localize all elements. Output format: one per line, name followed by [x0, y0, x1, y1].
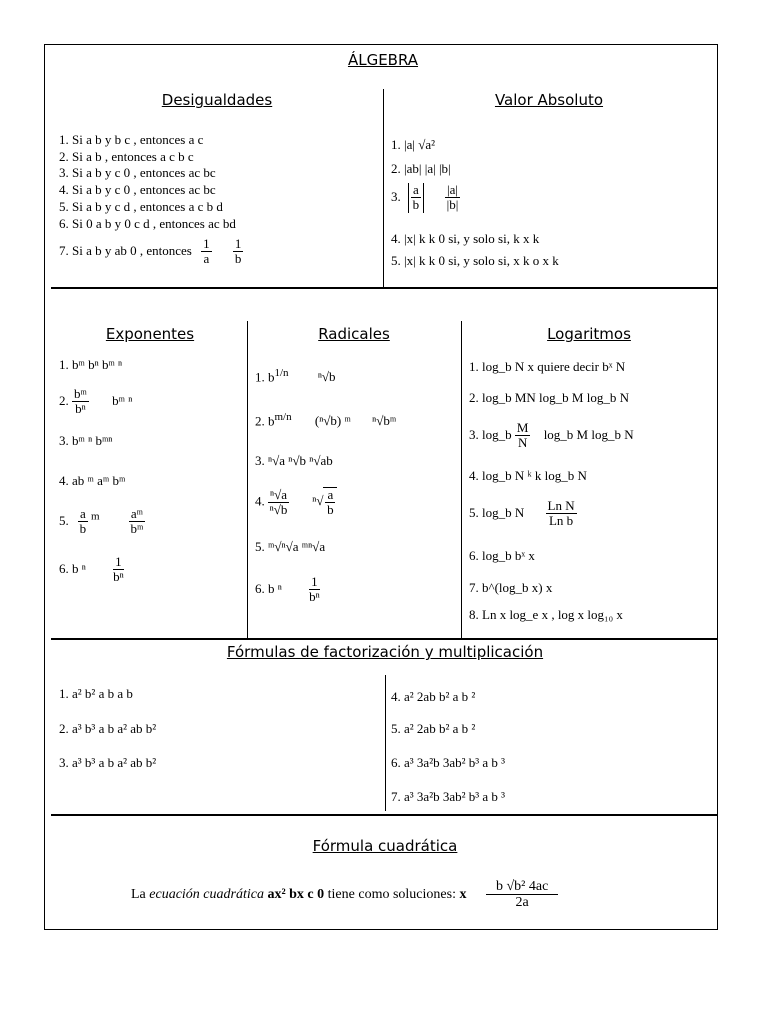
radical-2: [255, 411, 396, 429]
desigualdad-6: 6. Si 0 a b y 0 c d , entonces ac bd: [59, 216, 236, 231]
exponente-1: 1. bᵐ bⁿ bᵐ ⁿ: [59, 357, 123, 372]
fraction-1-over-bn-radical: $\frac{1}{\text{bⁿ}}$: [309, 574, 320, 605]
factorizacion-1: 1. a² b² a b a b: [59, 686, 133, 701]
exponente-3: 3. bᵐ ⁿ bᵐⁿ: [59, 433, 113, 448]
cuadratica-var: x: [459, 887, 467, 903]
heading-exponentes: Exponentes: [105, 325, 195, 343]
fraction-lnn-over-lnb: $\frac{\text{Ln N}}{\text{Ln b}}$: [547, 498, 575, 529]
fraction-bm-over-bn: $\frac{\text{bᵐ}}{\text{bⁿ}}$: [74, 386, 87, 417]
valor-absoluto-3-num: 3.: [391, 188, 401, 204]
fraction-1-over-bn: $\frac{1}{\text{bⁿ}}$: [113, 554, 124, 585]
radical-2-exp: m/n: [274, 411, 292, 423]
cuadratica-middle: tiene como soluciones:: [327, 887, 456, 903]
fraction-abs-a-over-abs-b: $\frac{|a|}{|b|}$: [446, 182, 459, 213]
heading-desigualdades: Desigualdades: [161, 91, 273, 109]
logaritmo-3-lhs: 3. log_b: [469, 426, 512, 442]
logaritmo-3-rhs: log_b M log_b N: [543, 426, 634, 442]
heading-cuadratica: Fórmula cuadrática: [312, 837, 458, 855]
divider-vertical-rad: [461, 321, 462, 639]
heading-factorizacion: Fórmulas de factorización y multiplicación: [226, 643, 544, 661]
radical-6: [255, 575, 320, 605]
valor-absoluto-1: 1. |a| √a²: [391, 137, 436, 152]
logaritmo-1: 1. log_b N x quiere decir bˣ N: [469, 359, 626, 374]
heading-radicales: Radicales: [318, 325, 390, 343]
exponente-6: [59, 555, 124, 585]
desigualdad-1: 1. Si a b y b c , entonces a c: [59, 132, 204, 147]
divider-horizontal-2: [51, 638, 717, 640]
factorizacion-4: 4. a² 2ab b² a b ²: [391, 689, 476, 704]
divider-vertical-exp: [247, 321, 248, 639]
valor-absoluto-5: 5. |x| k k 0 si, y solo si, x k o x k: [391, 253, 559, 268]
radical-4: [255, 487, 337, 518]
fraction-a-over-b-root: $\frac{a}{b}$: [323, 487, 337, 518]
radical-1-exp: 1/n: [274, 367, 289, 379]
divider-horizontal-3: [51, 814, 717, 816]
radical-6-lhs: 6. b ⁿ: [255, 580, 282, 596]
exponent-m: m: [91, 510, 100, 523]
radical-2-mid: (ⁿ√b) ᵐ: [314, 413, 351, 429]
exponente-5-num: 5.: [59, 512, 69, 528]
page-title: ÁLGEBRA: [347, 51, 419, 69]
fraction-1-over-a: $\frac{1}{a}$: [203, 236, 210, 267]
radical-4-root-sign: ⁿ√: [312, 493, 324, 509]
radical-4-num: 4.: [255, 493, 265, 509]
fraction-m-over-n: $\frac{M}{N}$: [516, 420, 529, 451]
desigualdad-7: [59, 237, 243, 267]
exponente-6-lhs: 6. b ⁿ: [59, 560, 86, 576]
divider-vertical-fact: [385, 675, 386, 811]
formula-sheet: [44, 44, 718, 930]
desigualdad-4: 4. Si a b y c 0 , entonces ac bc: [59, 182, 216, 197]
fraction-1-over-b: $\frac{1}{b}$: [234, 236, 242, 267]
logaritmo-2: 2. log_b MN log_b M log_b N: [469, 390, 629, 405]
exponente-5: [59, 507, 145, 537]
fraction-am-over-bm: $\frac{\text{aᵐ}}{\text{bᵐ}}$: [130, 506, 144, 537]
logaritmo-5-lhs: 5. log_b N: [469, 504, 525, 520]
logaritmo-4: 4. log_b N ᵏ k log_b N: [469, 468, 587, 483]
logaritmo-8: 8. Ln x log_e x , log x log₁₀ x: [469, 607, 623, 622]
logaritmo-5: [469, 499, 577, 529]
radical-5: 5. ᵐ√ⁿ√a ᵐⁿ√a: [255, 539, 326, 554]
radical-2-rhs: ⁿ√bᵐ: [372, 413, 397, 429]
fraction-quadratic-solution: $\frac{\text{b √b² 4ac}}{2a}$: [486, 879, 558, 911]
cuadratica-equation: ax² bx c 0: [267, 887, 325, 903]
radical-2-lhs: 2. b: [255, 413, 275, 429]
valor-absoluto-3: [391, 183, 460, 213]
factorizacion-2: 2. a³ b³ a b a² ab b²: [59, 721, 157, 736]
logaritmo-6: 6. log_b bˣ x: [469, 548, 535, 563]
factorizacion-6: 6. a³ 3a²b 3ab² b³ a b ³: [391, 755, 506, 770]
radical-1-lhs: 1. b: [255, 369, 275, 385]
valor-absoluto-2: 2. |ab| |a| |b|: [391, 161, 451, 176]
desigualdad-3: 3. Si a b y c 0 , entonces ac bc: [59, 165, 216, 180]
heading-valor-absoluto: Valor Absoluto: [494, 91, 604, 109]
heading-logaritmos: Logaritmos: [547, 325, 631, 343]
fraction-a-over-b: $\frac{a}{b}$: [408, 183, 424, 213]
desigualdad-5: 5. Si a b y c d , entonces a c b d: [59, 199, 223, 214]
valor-absoluto-4: 4. |x| k k 0 si, y solo si, k x k: [391, 231, 540, 246]
logaritmo-3: [469, 421, 634, 451]
factorizacion-7: 7. a³ 3a²b 3ab² b³ a b ³: [391, 789, 506, 804]
exponente-2-num: 2.: [59, 392, 69, 408]
logaritmo-7: 7. b^(log_b x) x: [469, 580, 553, 595]
cuadratica-line: [131, 879, 558, 911]
fraction-root-a-over-root-b: $\frac{\text{ⁿ√a}}{\text{ⁿ√b}}$: [269, 486, 288, 517]
desigualdad-7-text: 7. Si a b y ab 0 , entonces: [59, 242, 192, 258]
factorizacion-3: 3. a³ b³ a b a² ab b²: [59, 755, 157, 770]
radical-1: [255, 367, 336, 385]
radical-1-rhs: ⁿ√b: [317, 369, 336, 385]
exponente-2-rhs: bᵐ ⁿ: [112, 392, 133, 408]
divider-vertical-top: [383, 89, 384, 287]
cuadratica-prefix: La: [131, 887, 146, 903]
divider-horizontal-1: [51, 287, 717, 289]
desigualdad-2: 2. Si a b , entonces a c b c: [59, 149, 194, 164]
exponente-4: 4. ab ᵐ aᵐ bᵐ: [59, 473, 126, 488]
factorizacion-5: 5. a² 2ab b² a b ²: [391, 721, 476, 736]
cuadratica-italic: ecuación cuadrática: [149, 887, 264, 903]
radical-3: 3. ⁿ√a ⁿ√b ⁿ√ab: [255, 453, 333, 468]
exponente-2: [59, 387, 132, 417]
fraction-a-over-b-exp: $\frac{a}{b}$: [79, 506, 87, 537]
